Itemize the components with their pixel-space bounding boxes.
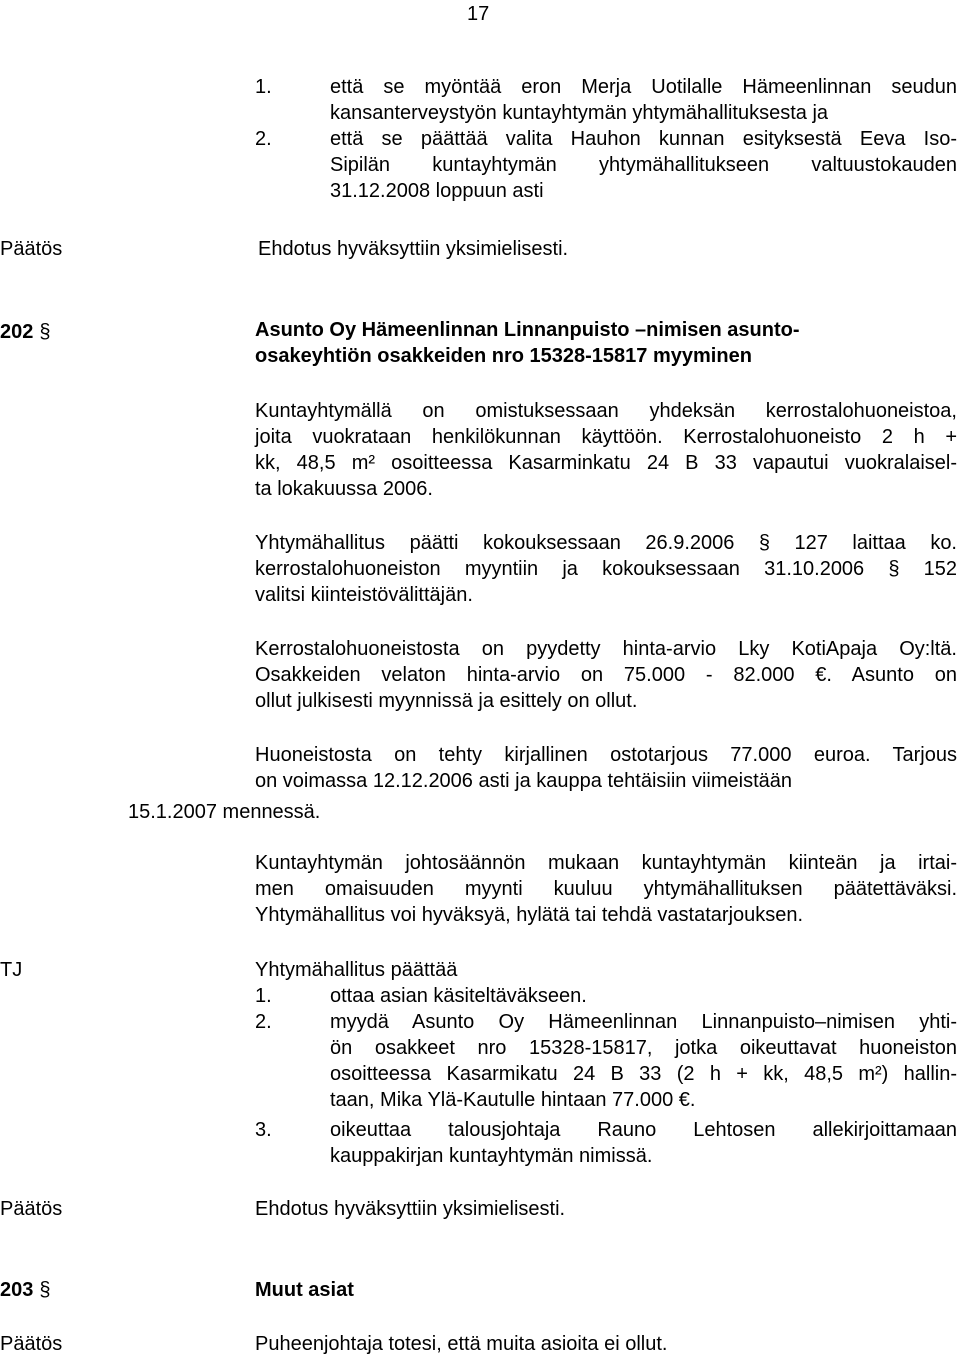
list-item: myydä Asunto Oy Hämeenlinnan Linnanpuisto–nimisen yhti- ön osakkeet nro 15328-15817, jotka oikeuttavat huoneiston osoitteessa Kasarmikatu 24 B 33 (2 h + kk, 48,5 m²) hallin- taan, Mika Ylä-Kautulle hintaan 77.000 €. — [330, 1011, 957, 1111]
tj-label: TJ — [0, 959, 23, 981]
section-sign: § — [39, 1279, 51, 1301]
paragraph: Huoneistosta on tehty kirjallinen ostotarjous 77.000 euroa. Tarjous on voimassa 12.12.2006 asti ja kauppa tehtäisiin viimeistään — [255, 744, 957, 792]
paragraph-tail: 15.1.2007 mennessä. — [128, 801, 321, 823]
list-number: 1. — [255, 985, 272, 1007]
list-item: oikeuttaa talousjohtaja Rauno Lehtosen allekirjoittamaan kauppakirjan kuntayhtymän nimissä. — [330, 1119, 957, 1167]
decision-label: Päätös — [0, 238, 63, 260]
decision-label: Päätös — [0, 1198, 63, 1220]
paragraph: Yhtymähallitus päätti kokouksessaan 26.9.2006 § 127 laittaa ko. kerrostalohuoneiston myyntiin ja kokouksessaan 31.10.2006 § 152 valitsi kiinteistövälittäjän. — [255, 532, 957, 606]
decision-text: Ehdotus hyväksyttiin yksimielisesti. — [258, 238, 569, 260]
list-number: 3. — [255, 1119, 272, 1141]
section-number: 203 § — [0, 1279, 51, 1301]
list-number: 2. — [255, 128, 272, 150]
decision-label: Päätös — [0, 1333, 63, 1355]
decision-text: Ehdotus hyväksyttiin yksimielisesti. — [255, 1198, 566, 1220]
paragraph: Kuntayhtymällä on omistuksessaan yhdeksän kerrostalohuoneistoa, joita vuokrataan henkilökunnan käyttöön. Kerrostalohuoneisto 2 h + kk, 48,5 m² osoitteessa Kasarminkatu 24 B 33 vapautui vuokralaisel- ta lokakuussa 2006. — [255, 400, 957, 500]
list-item: ottaa asian käsiteltäväkseen. — [330, 985, 587, 1007]
section-title: Muut asiat — [255, 1279, 354, 1301]
tj-intro: Yhtymähallitus päättää — [255, 959, 458, 981]
list-item: että se myöntää eron Merja Uotilalle Hämeenlinnan seudun kansanterveystyön kuntayhtymän yhtymähallituksesta ja — [330, 76, 957, 124]
section-title: Asunto Oy Hämeenlinnan Linnanpuisto –nimisen asunto- osakeyhtiön osakkeiden nro 15328-15817 myyminen — [255, 319, 800, 367]
list-number: 1. — [255, 76, 272, 98]
section-number: 202 § — [0, 321, 51, 343]
list-item: että se päättää valita Hauhon kunnan esityksestä Eeva Iso- Sipilän kuntayhtymän yhtymähallitukseen valtuustokauden 31.12.2008 loppuun asti — [330, 128, 957, 202]
paragraph: Kuntayhtymän johtosäännön mukaan kuntayhtymän kiinteän ja irtai- men omaisuuden myynti kuuluu yhtymähallituksen päätettäväksi. Yhtymähallitus voi hyväksyä, hylätä tai tehdä vastatarjouksen. — [255, 852, 957, 926]
list-number: 2. — [255, 1011, 272, 1033]
paragraph: Kerrostalohuoneistosta on pyydetty hinta-arvio Lky KotiApaja Oy:ltä. Osakkeiden velaton hinta-arvio on 75.000 - 82.000 €. Asunto on ollut julkisesti myynnissä ja esittely on ollut. — [255, 638, 957, 712]
page-number: 17 — [467, 3, 490, 25]
section-sign: § — [39, 321, 51, 343]
decision-text: Puheenjohtaja totesi, että muita asioita ei ollut. — [255, 1333, 668, 1355]
